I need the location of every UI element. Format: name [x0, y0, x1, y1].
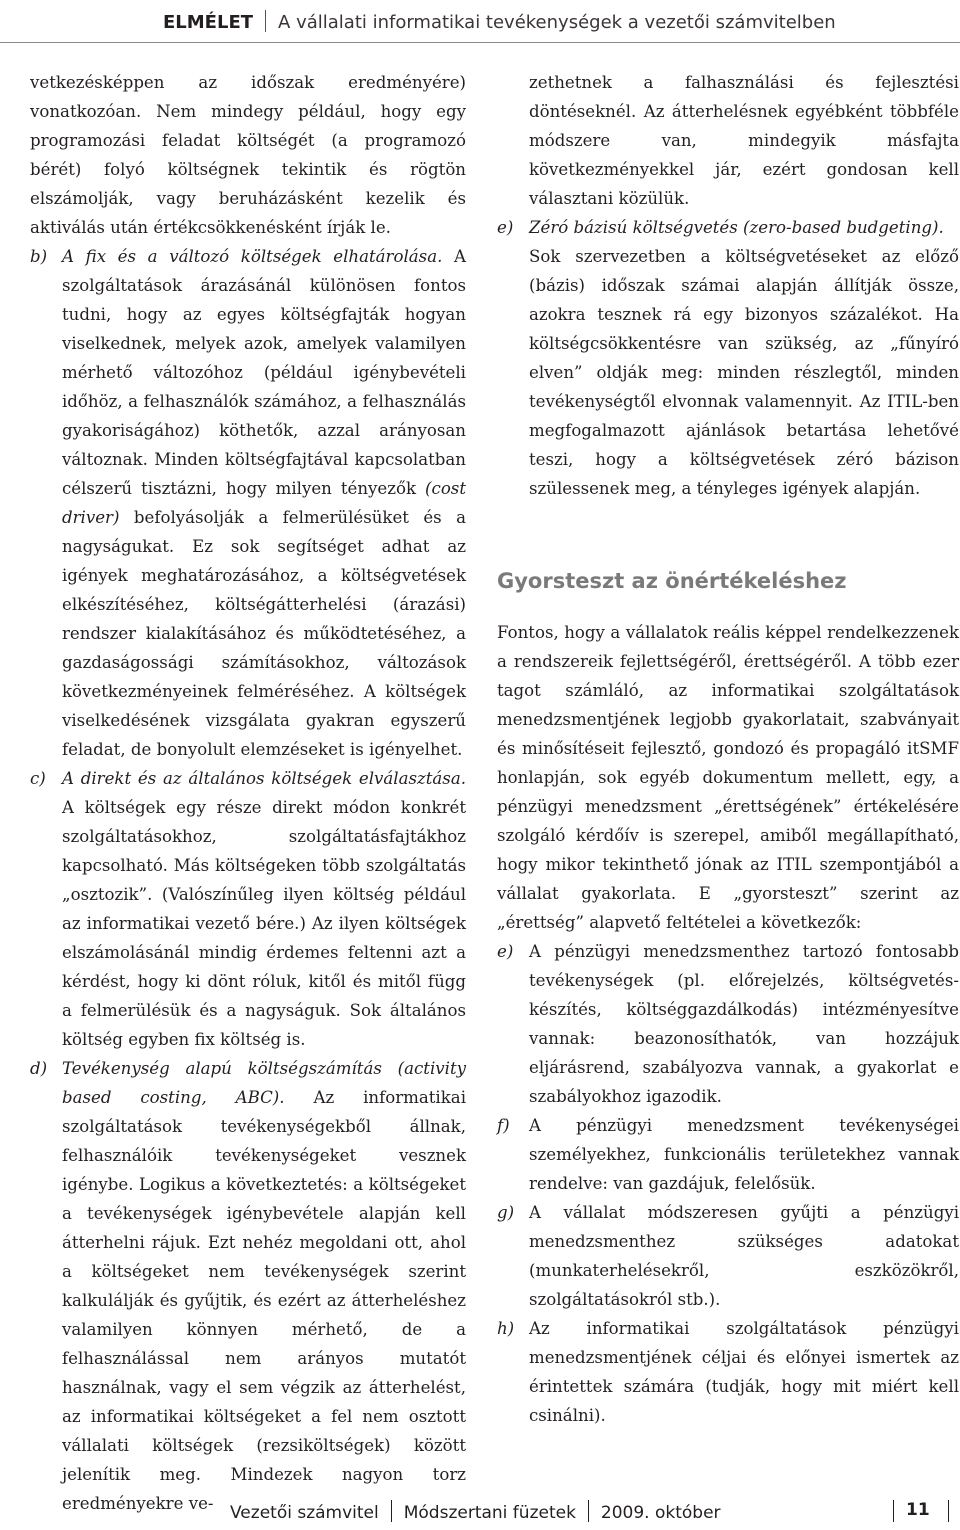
page-footer [0, 1498, 960, 1530]
page-number: 11 [906, 1500, 930, 1520]
footer-journal: Vezetői számvitel [230, 1503, 379, 1523]
item-d-continued [497, 68, 959, 213]
item-e-text: Sok szervezetben a költségvetéseket az előző (bázis) időszak számai alapján állítják össze, azokra tesznek rá egy bizonyos százalékot. Ha költségcsökkentésre van szükség, az „fűnyíró elven” oldják meg: minden részlegtől, minden tevékenységtől elvonnak valamennyit. Az ITIL-ben megfogalmazott ajánlások betartása lehetővé teszi, hogy a költségvetések zéró bázison szülessenek meg, a tényleges igények alapján. [529, 247, 959, 498]
item-d [30, 1054, 466, 1518]
section-title: Gyorsteszt az önértékeléshez [497, 569, 847, 593]
intro-paragraph: vetkezésképpen az időszak eredményére) vonatkozóan. Nem mindegy például, hogy egy programozási feladat költségét (a programozó bérét) folyó költségnek tekintik és rögtön elszámolják, vagy beruházásként kezelik és aktiválás után értékcsökkenésként írják le. [30, 73, 466, 237]
item-b [30, 242, 466, 764]
page-header [0, 0, 960, 44]
list-item-label: h) [497, 1319, 515, 1338]
list-item-text: A vállalat módszeresen gyűjti a pénzügyi menedzsmenthez szükséges adatokat (munkaterhelésekről, eszközökről, szolgáltatásokról stb.). [529, 1203, 959, 1309]
footer-divider [588, 1500, 589, 1522]
item-b-text1: A szolgáltatások árazásánál különösen fontos tudni, hogy az egyes költségfajták hogyan viselkednek, melyek azok, amelyek valamilyen mérhető változóhoz (például igénybevételi időhöz, a felhasználók számához, a felhasználás gyakoriságához) köthetők, azzal arányosan változnak. Minden költségfajtával kapcsolatban célszerű tisztázni, hogy milyen tényezők [62, 247, 466, 498]
page-number-divider [893, 1500, 894, 1522]
item-e-zero-based [497, 213, 959, 503]
continued-text: zethetnek a falhasználási és fejlesztési döntéseknél. Az átterhelésnek egyébként többféle módszere van, mindegyik másfajta következményekkel jár, ezért gondosan kell választani közülük. [529, 73, 959, 208]
footer-date: 2009. október [600, 1503, 721, 1523]
list-item [497, 937, 959, 1111]
list-item-text: A pénzügyi menedzsmenthez tartozó fontosabb tevékenységek (pl. előrejelzés, költségvetés-készítés, költséggazdálkodás) intézményesítve vannak: beazonosíthatók, van hozzájuk eljárásrend, szabályozva vannak, a gyakorlat e szabályokhoz igazodik. [529, 942, 959, 1106]
section-paragraph: Fontos, hogy a vállalatok reális képpel rendelkezzenek a rendszereik fejlettségéről, érettségéről. A több ezer tagot számláló, az informatikai szolgáltatások menedzsmentjének legjobb gyakorlatait, szabványait és minősítéseit fejlesztő, gondozó és propagáló itSMF honlapján, sok egyéb dokumentum mellett, egy, a pénzügyi menedzsment „érettségének” értékelésére szolgáló kérdőív is szerepel, amiből megállapítható, hogy mikor tekinthető jónak az ITIL szempontjából a vállalat gyakorlata. E „gyorsteszt” szerint az „érettség” alapvető feltételei a következők: [497, 623, 959, 932]
left-column [30, 68, 466, 1518]
footer-series: Módszertani füzetek [403, 1503, 576, 1523]
item-d-title: Tevékenység alapú költségszámítás (activity based costing, ABC). [62, 1059, 466, 1107]
item-c [30, 764, 466, 1054]
header-section: ELMÉLET [163, 12, 254, 33]
list-item-text: Az informatikai szolgáltatások pénzügyi menedzsmentjének céljai és előnyei ismertek az érintettek számára (tudják, hogy mit miért kell csinálni). [529, 1319, 959, 1425]
page-number-divider [948, 1500, 949, 1522]
item-c-title: A direkt és az általános költségek elválasztása. [62, 769, 466, 788]
item-d-label: d) [30, 1059, 48, 1078]
item-c-text: A költségek egy része direkt módon konkrét szolgáltatásokhoz, szolgáltatásfajtákhoz kapcsolható. Más költségeken több szolgáltatás „osztozik”. (Valószínűleg ilyen költség például az informatikai vezető bére.) Az ilyen költségek elszámolásánál mindig érdemes feltenni azt a kérdést, hogy ki dönt róluk, kitől és mitől függ a felmerülésük és a nagyságuk. Sok általános költség egyben fix költség is. [62, 798, 466, 1049]
list-item-label: f) [497, 1116, 510, 1135]
item-e-label: e) [497, 218, 514, 237]
list-item-label: e) [497, 942, 514, 961]
list-item [497, 1198, 959, 1314]
item-b-title: A fix és a változó költségek elhatárolása. [62, 247, 443, 266]
item-b-cost-driver: (cost driver) [62, 479, 466, 527]
right-column [497, 68, 959, 1430]
list-item [497, 1111, 959, 1198]
item-b-label: b) [30, 247, 48, 266]
item-b-text2: befolyásolják a felmerülésüket és a nagyságukat. Ez sok segítséget adhat az igények meghatározásához, a költségvetések elkészítéséhez, költségátterhelési (árazási) rendszer kialakításához és működtetéséhez, a gazdaságossági számításokhoz, változások következményeinek felméréséhez. A költségek viselkedésének vizsgálata gyakran egyszerű feladat, de bonyolult elemzéseket is igényelhet. [62, 508, 466, 759]
list-item-label: g) [497, 1203, 515, 1222]
header-divider [265, 10, 266, 32]
footer-divider [391, 1500, 392, 1522]
list-item [497, 1314, 959, 1430]
list-item-text: A pénzügyi menedzsment tevékenységei személyekhez, funkcionális területekhez vannak rendelve: van gazdájuk, felelősük. [529, 1116, 959, 1193]
item-e-title: Zéró bázisú költségvetés (zero-based budgeting). [529, 218, 944, 237]
item-c-label: c) [30, 769, 46, 788]
header-rule [0, 42, 960, 43]
item-d-text: Az informatikai szolgáltatások tevékenységekből állnak, felhasználóik tevékenységeket vesznek igénybe. Logikus a következtetés: a költségeket a tevékenységek igénybevétele alapján kell átterhelni rájuk. Ezt nehéz megoldani ott, ahol a költségeket nem tevékenységek szerint kalkulálják és gyűjtik, és ezért az átterheléshez valamilyen könnyen mérhető, de a felhasználással nem arányos mutatót használnak, vagy el sem végzik az átterhelést, az informatikai költségeket a fel nem osztott vállalati költségek (rezsiköltségek) között jelenítik meg. Mindezek nagyon torz eredményekre ve- [62, 1088, 466, 1513]
header-title: A vállalati informatikai tevékenységek a vezetői számvitelben [278, 12, 836, 33]
